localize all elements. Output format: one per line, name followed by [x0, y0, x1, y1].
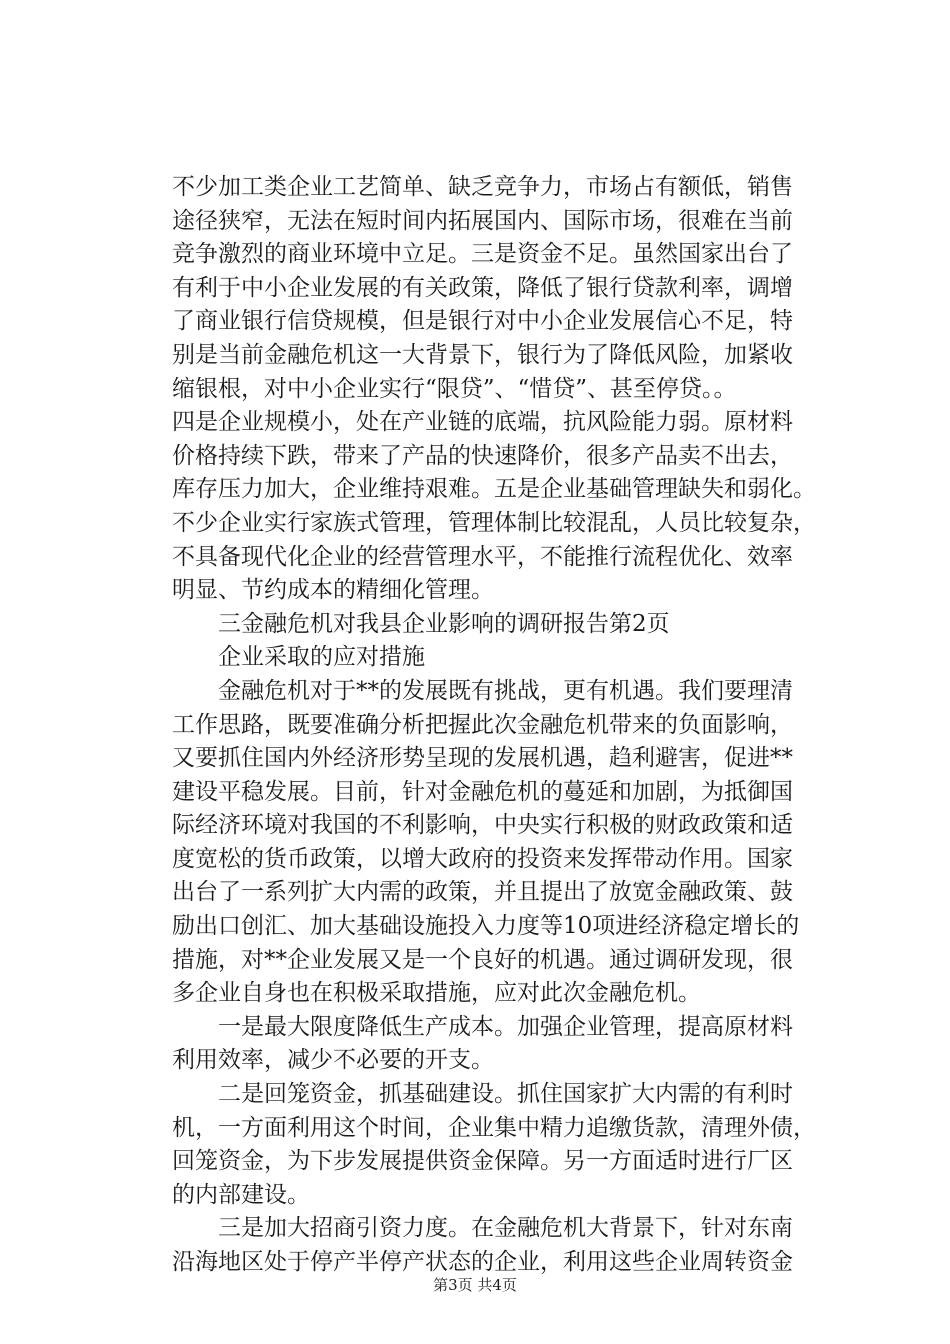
text-line: 多企业自身也在积极采取措施，应对此次金融危机。: [172, 980, 701, 1007]
text-line: 有利于中小企业发展的有关政策，降低了银行贷款利率，调增: [172, 274, 793, 301]
section-subtitle: 企业采取的应对措施: [218, 644, 425, 671]
text-line: 工作思路，既要准确分析把握此次金融危机带来的负面影响，: [172, 711, 793, 738]
text-line: 际经济环境对我国的不利影响，中央实行积极的财政政策和适: [172, 812, 793, 839]
text-line: 出台了一系列扩大内需的政策，并且提出了放宽金融政策、鼓: [172, 879, 793, 906]
text-line: 竞争激烈的商业环境中立足。三是资金不足。虽然国家出台了: [172, 241, 793, 268]
text-line: 四是企业规模小，处在产业链的底端，抗风险能力弱。原材料: [172, 409, 793, 436]
text-line: 度宽松的货币政策，以增大政府的投资来发挥带动作用。国家: [172, 845, 793, 872]
text-line: 别是当前金融危机这一大背景下，银行为了降低风险，加紧收: [172, 341, 793, 368]
text-line: 回笼资金，为下步发展提供资金保障。另一方面适时进行厂区: [172, 1148, 793, 1175]
text-line: 二是回笼资金，抓基础建设。抓住国家扩大内需的有利时: [218, 1081, 793, 1108]
text-line: 缩银根，对中小企业实行“限贷”、“惜贷”、甚至停贷。。: [172, 375, 737, 402]
text-line: 不具备现代化企业的经营管理水平，不能推行流程优化、效率: [172, 543, 793, 570]
text-line: 励出口创汇、加大基础设施投入力度等10项进经济稳定增长的: [172, 913, 800, 940]
document-body: [172, 171, 842, 1280]
page-footer: 第3页 共4页: [433, 1276, 517, 1294]
text-line: 了商业银行信贷规模，但是银行对中小企业发展信心不足，特: [172, 308, 793, 335]
text-line: 措施，对**企业发展又是一个良好的机遇。通过调研发现，很: [172, 946, 793, 973]
text-line: 不少加工类企业工艺简单、缺乏竞争力，市场占有额低，销售: [172, 174, 793, 200]
text-line: 建设平稳发展。目前，针对金融危机的蔓延和加剧，为抵御国: [172, 778, 793, 805]
text-line: 金融危机对于**的发展既有挑战，更有机遇。我们要理清: [218, 677, 793, 704]
text-line: 价格持续下跌，带来了产品的快速降价，很多产品卖不出去，: [172, 442, 793, 469]
section-title: 三金融危机对我县企业影响的调研报告第2页: [218, 610, 670, 637]
text-line: 途径狭窄，无法在短时间内拓展国内、国际市场，很难在当前: [172, 207, 793, 234]
text-line: 沿海地区处于停产半停产状态的企业，利用这些企业周转资金: [172, 1249, 793, 1275]
text-line: 三是加大招商引资力度。在金融危机大背景下，针对东南: [218, 1215, 793, 1242]
text-line: 又要抓住国内外经济形势呈现的发展机遇，趋利避害，促进**: [172, 745, 793, 772]
text-line: 库存压力加大，企业维持艰难。五是企业基础管理缺失和弱化。: [172, 476, 816, 503]
text-line: 机，一方面利用这个时间，企业集中精力追缴货款，清理外债，: [172, 1114, 816, 1141]
text-line: 一是最大限度降低生产成本。加强企业管理，提高原材料: [218, 1013, 793, 1040]
text-line: 不少企业实行家族式管理，管理体制比较混乱，人员比较复杂，: [172, 509, 816, 536]
text-line: 的内部建设。: [172, 1181, 310, 1208]
text-line: 利用效率，减少不必要的开支。: [172, 1047, 494, 1074]
text-line: 明显、节约成本的精细化管理。: [172, 577, 494, 604]
